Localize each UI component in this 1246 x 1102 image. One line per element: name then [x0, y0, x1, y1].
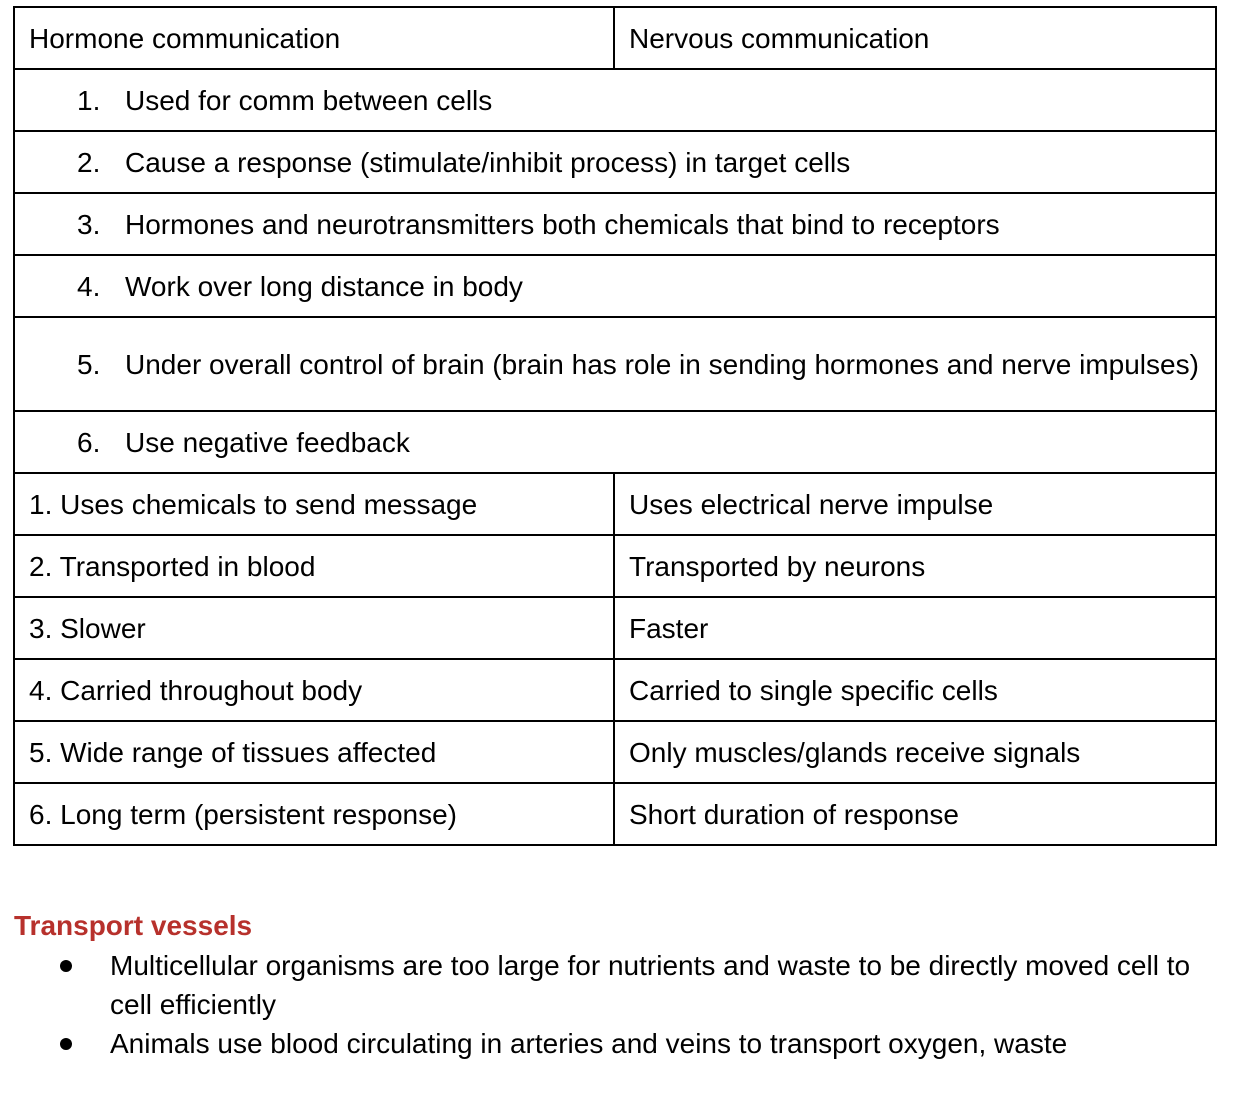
hormone-cell: 5. Wide range of tissues affected [14, 721, 614, 783]
hormone-cell: 3. Slower [14, 597, 614, 659]
hormone-cell: 2. Transported in blood [14, 535, 614, 597]
nervous-cell: Uses electrical nerve impulse [614, 473, 1216, 535]
similarity-row [14, 255, 1216, 317]
section-heading: Transport vessels [14, 910, 253, 941]
similarity-number: 3. [77, 208, 101, 240]
similarity-number: 4. [77, 270, 101, 302]
similarity-text: Cause a response (stimulate/inhibit process) in target cells [125, 146, 851, 178]
nervous-cell: Transported by neurons [614, 535, 1216, 597]
list-item-text: Animals use blood circulating in arteries and veins to transport oxygen, waste [110, 1028, 1068, 1059]
similarity-number: 5. [77, 348, 101, 380]
header-row [14, 7, 1216, 69]
similarity-text: Hormones and neurotransmitters both chemicals that bind to receptors [125, 208, 1000, 240]
difference-row [14, 597, 1216, 659]
bullet-icon [60, 1038, 72, 1050]
difference-row [14, 473, 1216, 535]
hormone-cell: 1. Uses chemicals to send message [14, 473, 614, 535]
difference-row [14, 535, 1216, 597]
difference-row [14, 783, 1216, 845]
similarity-text: Used for comm between cells [125, 84, 493, 116]
similarity-number: 2. [77, 146, 101, 178]
hormone-cell: 6. Long term (persistent response) [14, 783, 614, 845]
comparison-table [13, 6, 1217, 846]
similarity-number: 6. [77, 426, 101, 458]
bullet-icon [60, 960, 72, 972]
similarity-row [14, 411, 1216, 473]
list-item-text: Multicellular organisms are too large for nutrients and waste to be directly moved cell to cell efficiently [110, 950, 1191, 1020]
nervous-cell: Short duration of response [614, 783, 1216, 845]
hormone-cell: 4. Carried throughout body [14, 659, 614, 721]
similarity-row [14, 69, 1216, 131]
difference-row [14, 721, 1216, 783]
nervous-cell: Faster [614, 597, 1216, 659]
difference-row [14, 659, 1216, 721]
bullet-list [0, 946, 1230, 1063]
header-hormone: Hormone communication [14, 7, 614, 69]
nervous-cell: Carried to single specific cells [614, 659, 1216, 721]
similarity-number: 1. [77, 84, 101, 116]
similarity-text: Use negative feedback [125, 426, 410, 458]
similarity-row [14, 193, 1216, 255]
list-item [0, 946, 1230, 1024]
similarity-row [14, 131, 1216, 193]
header-nervous: Nervous communication [614, 7, 1216, 69]
list-item [0, 1024, 1230, 1063]
similarity-row [14, 317, 1216, 411]
nervous-cell: Only muscles/glands receive signals [614, 721, 1216, 783]
similarity-text: Work over long distance in body [125, 270, 523, 302]
similarity-text: Under overall control of brain (brain has role in sending hormones and nerve impulses) [125, 348, 1199, 380]
